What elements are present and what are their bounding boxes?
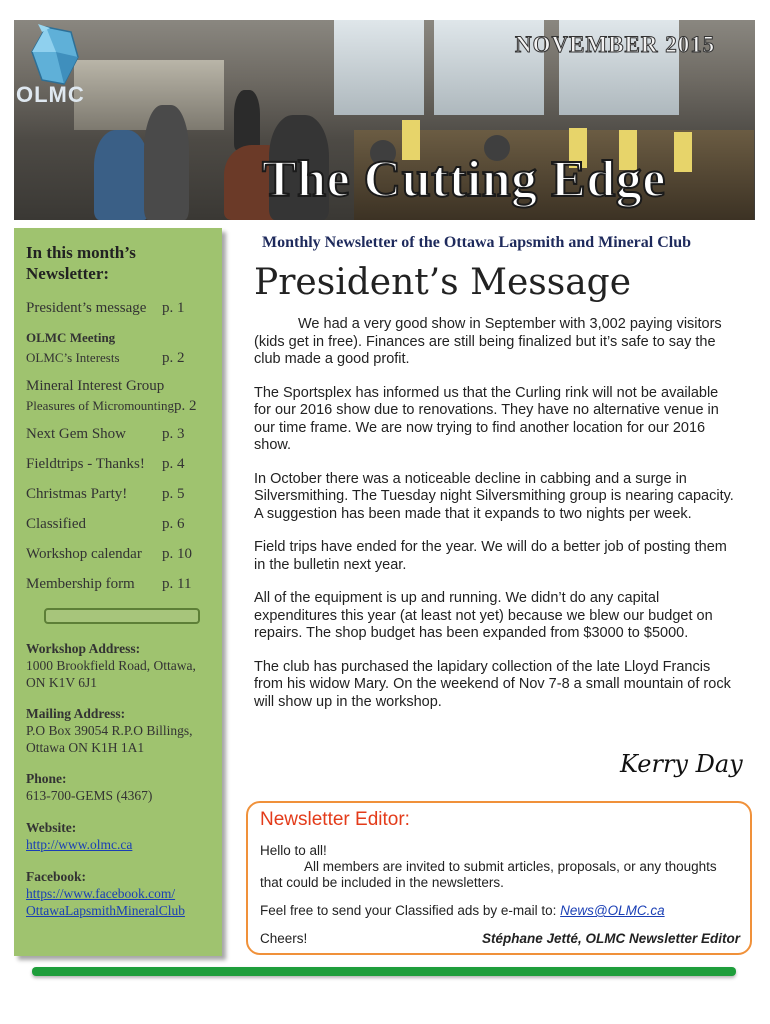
editor-signoff-row [260,931,740,947]
mailing-address-line: Ottawa ON K1H 1A1 [26,740,145,755]
phone-block [26,770,216,804]
toc-item-title: Workshop calendar [26,546,142,562]
toc-item[interactable] [26,300,216,330]
banner-window [334,20,424,115]
toc-item-title: Next Gem Show [26,426,126,442]
toc-item-title: Membership form [26,576,135,592]
toc-item-subtitle: OLMC’s Interests [26,350,120,365]
logo-text: OLMC [16,82,85,107]
website-block [26,819,216,853]
toc-item-title: Classified [26,516,86,532]
toc-item-title: Fieldtrips - Thanks! [26,456,145,472]
mailing-address-label: Mailing Address: [26,706,126,721]
sidebar-divider [44,608,200,624]
workshop-address-label: Workshop Address: [26,641,141,656]
message-paragraph: All of the equipment is up and running. We didn’t do any capital expenditures this year (at least not yet) because we blew our budget on repairs. The shop budget has been expanded from $3000 to $5000. [254,590,713,641]
toc-item[interactable] [26,426,216,456]
toc-item[interactable] [26,516,216,546]
toc-item[interactable] [26,486,216,516]
message-paragraph: The club has purchased the lapidary collection of the late Lloyd Francis from his widow Mary. On the weekend of Nov 7-8 a small mountain of rock will show up in the workshop. [254,658,731,710]
workshop-address-line: ON K1V 6J1 [26,675,98,690]
editor-signature: Stéphane Jetté, OLMC Newsletter Editor [481,931,740,946]
banner-person [94,130,149,220]
toc-item[interactable] [26,456,216,486]
toc-item[interactable] [26,576,216,606]
workshop-address [26,640,216,691]
toc-item[interactable] [26,378,216,426]
toc-item-title: OLMC Meeting [26,330,116,345]
toc-item-title: Christmas Party! [26,486,128,502]
president-signature: Kerry Day [620,750,743,778]
newsletter-subtitle: Monthly Newsletter of the Ottawa Lapsmith and Mineral Club [262,234,692,251]
toc-item-page: p. 6 [162,516,185,532]
footer-bar [32,967,736,976]
phone-label: Phone: [26,771,67,786]
toc-item-subtitle: Pleasures of Micromounting [26,398,175,413]
toc-item-page: p. 2 [174,398,197,414]
banner-person [144,105,189,220]
banner-person [234,90,260,150]
message-paragraph: Field trips have ended for the year. We will do a better job of posting them in the bulletin next year. [254,539,727,573]
facebook-block [26,868,216,919]
toc-item-page: p. 3 [162,426,185,442]
editor-body [260,843,740,947]
phone-number: 613-700-GEMS (4367) [26,788,153,803]
facebook-link[interactable]: https://www.facebook.com/ [26,886,176,901]
newsletter-title: The Cutting Edge [262,151,666,208]
presidents-message [254,316,736,727]
mailing-address [26,705,216,756]
toc-item-title: President’s message [26,300,147,316]
issue-date: NOVEMBER 2015 [515,32,716,57]
website-label: Website: [26,820,77,835]
toc-item-page: p. 10 [162,546,192,562]
newsletter-editor-box [246,801,752,955]
editor-cheers: Cheers! [260,931,308,946]
section-title: President’s Message [254,262,632,303]
editor-message: All members are invited to submit articles, proposals, or any thoughts that could be included in the newsletters. [260,859,717,890]
facebook-label: Facebook: [26,869,86,884]
message-paragraph: In October there was a noticeable decline in cabbing and a surge in Silversmithing. The Tuesday night Silversmithing group is nearing capacity. A suggestion has been made that it expands to two nights per week. [254,470,734,522]
toc-item-title: Mineral Interest Group [26,378,165,394]
website-link[interactable]: http://www.olmc.ca [26,837,133,852]
table-of-contents [26,300,216,606]
classified-text: Feel free to send your Classified ads by e-mail to: [260,903,561,918]
toc-item-page: p. 4 [162,456,185,472]
toc-item-page: p. 11 [162,576,192,592]
workshop-address-line: 1000 Brookfield Road, Ottawa, [26,658,196,673]
message-paragraph: The Sportsplex has informed us that the Curling rink will not be available for our 2016 show due to renovations. They have no alternative venue in our time frame. We are now trying to find another location for our 2016 show. [254,384,719,453]
editor-greeting: Hello to all! [260,843,327,858]
toc-item[interactable] [26,330,216,378]
sidebar [14,228,222,956]
editor-heading: Newsletter Editor: [260,809,410,830]
banner-sign [674,132,692,172]
toc-item[interactable] [26,546,216,576]
toc-item-page: p. 2 [162,350,185,366]
mailing-address-line: P.O Box 39054 R.P.O Billings, [26,723,193,738]
message-paragraph: We had a very good show in September with 3,002 paying visitors (kids get in free). Finances are still being finalized but it’s safe to say the club made a good profit. [254,316,722,367]
sidebar-heading: In this month’s Newsletter: [26,243,136,283]
toc-item-page: p. 5 [162,486,185,502]
facebook-link[interactable]: OttawaLapsmithMineralClub [26,903,185,918]
editor-email-link[interactable]: News@OLMC.ca [560,903,665,918]
toc-item-page: p. 1 [162,300,185,316]
